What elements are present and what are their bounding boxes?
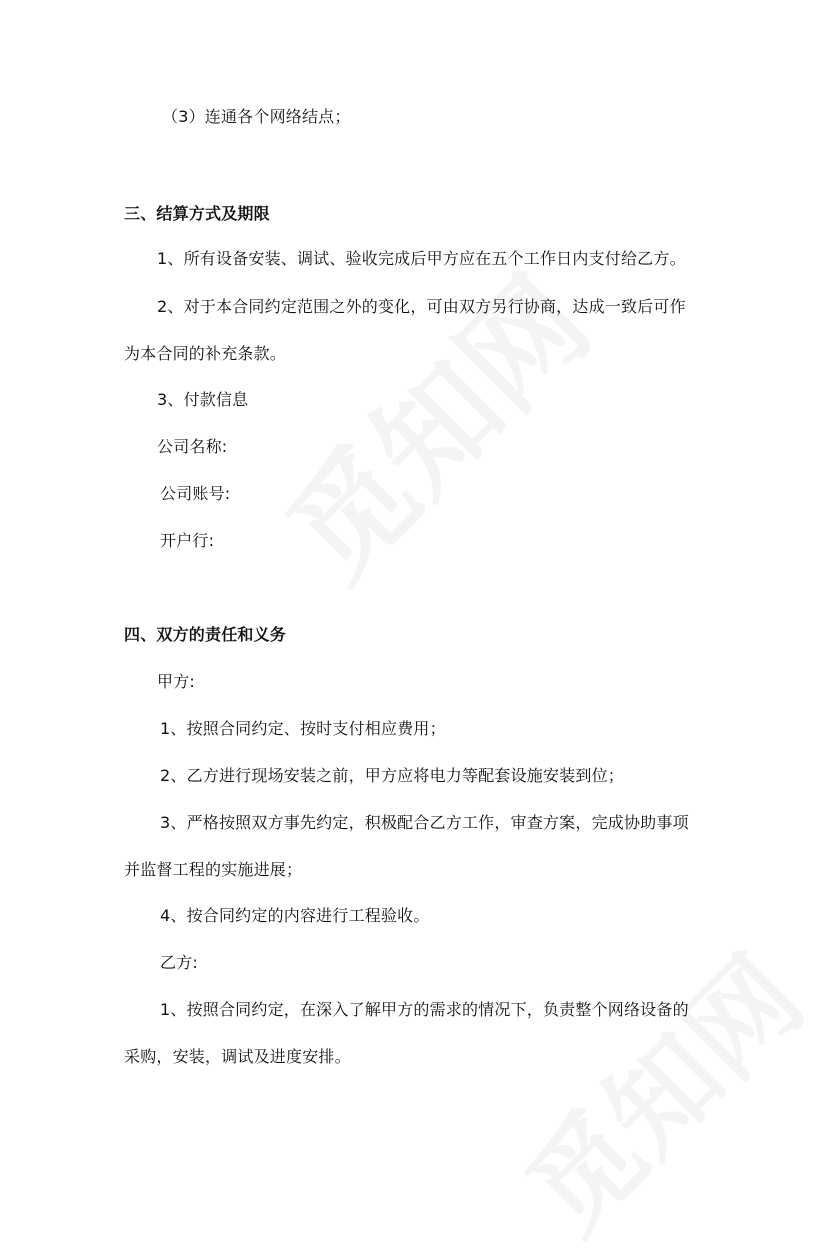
paragraph-line: 1、所有设备安装、调试、验收完成后甲方应在五个工作日内支付给乙方。 bbox=[157, 249, 686, 268]
section-heading-4: 四、双方的责任和义务 bbox=[124, 625, 287, 644]
paragraph-line: 3、严格按照双方事先约定，积极配合乙方工作，审查方案，完成协助事项 bbox=[160, 813, 689, 832]
section-heading-3: 三、结算方式及期限 bbox=[124, 204, 270, 223]
paragraph-line: 4、按合同约定的内容进行工程验收。 bbox=[160, 906, 430, 925]
party-b-label: 乙方: bbox=[160, 953, 198, 972]
item-3-connect-nodes: （3）连通各个网络结点； bbox=[162, 107, 351, 126]
company-name-field: 公司名称: bbox=[157, 437, 228, 456]
paragraph-line: 为本合同的补充条款。 bbox=[124, 344, 287, 363]
watermark bbox=[509, 939, 820, 1250]
paragraph-line: 2、乙方进行现场安装之前，甲方应将电力等配套设施安装到位； bbox=[160, 766, 624, 785]
paragraph-line: 1、按照合同约定，在深入了解甲方的需求的情况下，负责整个网络设备的 bbox=[160, 1000, 689, 1019]
paragraph-line: 2、对于本合同约定范围之外的变化，可由双方另行协商，达成一致后可作 bbox=[157, 297, 686, 316]
paragraph-line: 3、付款信息 bbox=[157, 390, 249, 409]
party-a-label: 甲方: bbox=[157, 672, 195, 691]
paragraph-line: 并监督工程的实施进展； bbox=[124, 860, 303, 879]
bank-field: 开户行: bbox=[160, 531, 215, 550]
company-account-field: 公司账号: bbox=[160, 484, 231, 503]
paragraph-line: 采购，安装，调试及进度安排。 bbox=[124, 1047, 351, 1066]
paragraph-line: 1、按照合同约定、按时支付相应费用； bbox=[160, 719, 446, 738]
